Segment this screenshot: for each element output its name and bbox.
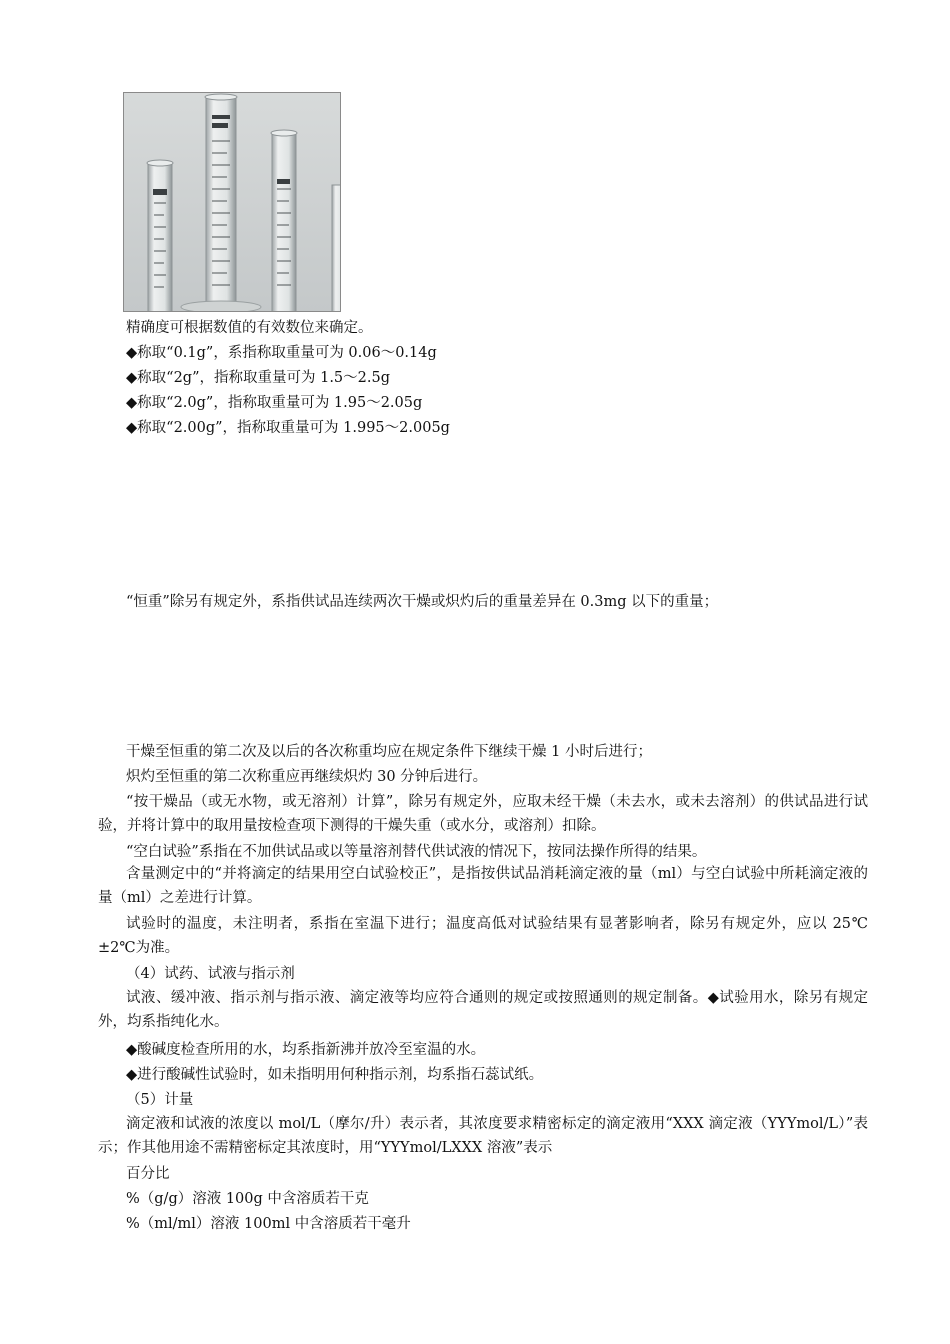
paragraph: 滴定液和试液的浓度以 mol/L（摩尔/升）表示者，其浓度要求精密标定的滴定液用“XXX 滴定液（YYYmol/L）”表示；作其他用途不需精密标定其浓度时，用“YYYmol/LXXX 溶液”表示 [98, 1116, 868, 1156]
text-line: 炽灼至恒重的第二次称重应再继续炽灼 30 分钟后进行。 [126, 769, 488, 785]
text-line: ◆称取“2.0g”，指称取重量可为 1.95～2.05g [126, 395, 423, 411]
text-line: ◆称取“2g”，指称取重量可为 1.5～2.5g [126, 370, 390, 386]
paragraph: 试验时的温度，未注明者，系指在室温下进行；温度高低对试验结果有显著影响者，除另有规定外，应以 25℃±2℃为准。 [98, 916, 868, 956]
paragraph: 试液、缓冲液、指示剂与指示液、滴定液等均应符合通则的规定或按照通则的规定制备。◆试验用水，除另有规定外，均系指纯化水。 [98, 990, 868, 1030]
text-line: ◆酸碱度检查所用的水，均系指新沸并放冷至室温的水。 [126, 1042, 486, 1058]
section-heading: （4）试药、试液与指示剂 [126, 966, 295, 982]
paragraph: 含量测定中的“并将滴定的结果用空白试验校正”，是指按供试品消耗滴定液的量（ml）与空白试验中所耗滴定液的量（ml）之差进行计算。 [98, 866, 868, 906]
text-line: %（ml/ml）溶液 100ml 中含溶质若干毫升 [126, 1216, 411, 1232]
text-line: 精确度可根据数值的有效数位来确定。 [126, 320, 373, 336]
text-line: ◆称取“2.00g”，指称取重量可为 1.995～2.005g [126, 420, 450, 436]
measuring-cylinders-photo [123, 92, 341, 312]
section-heading: （5）计量 [126, 1092, 194, 1108]
text-line: 百分比 [126, 1166, 170, 1182]
text-line: “恒重”除另有规定外，系指供试品连续两次干燥或炽灼后的重量差异在 0.3mg 以下的重量； [126, 594, 719, 610]
text-line: 干燥至恒重的第二次及以后的各次称重均应在规定条件下继续干燥 1 小时后进行； [126, 744, 652, 760]
text-line: ◆进行酸碱性试验时，如未指明用何种指示剂，均系指石蕊试纸。 [126, 1067, 544, 1083]
measuring-cylinders-image [124, 93, 341, 312]
text-line: ◆称取“0.1g”，系指称取重量可为 0.06～0.14g [126, 345, 437, 361]
text-line: “空白试验”系指在不加供试品或以等量溶剂替代供试液的情况下，按同法操作所得的结果。 [126, 844, 707, 860]
text-line: %（g/g）溶液 100g 中含溶质若干克 [126, 1191, 369, 1207]
paragraph: “按干燥品（或无水物，或无溶剂）计算”，除另有规定外，应取未经干燥（未去水，或未去溶剂）的供试品进行试验，并将计算中的取用量按检查项下测得的干燥失重（或水分，或溶剂）扣除。 [98, 794, 868, 834]
